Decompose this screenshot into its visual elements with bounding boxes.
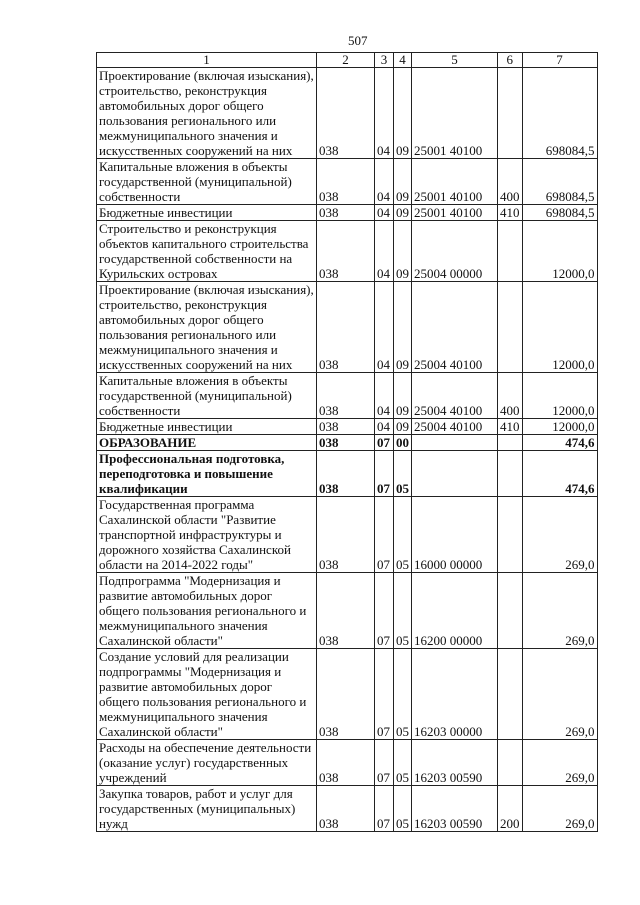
- table-row: [97, 159, 598, 205]
- row-subsection-cell: 05: [394, 573, 412, 649]
- row-code-cell: 038: [317, 373, 375, 419]
- row-code-cell: 038: [317, 282, 375, 373]
- row-amount-cell: 269,0: [522, 649, 597, 740]
- row-section-cell: 07: [375, 740, 394, 786]
- row-amount-cell: 698084,5: [522, 159, 597, 205]
- table-row: [97, 221, 598, 282]
- row-name-cell: Государственная программа Сахалинской области "Развитие транспортной инфраструктуры и дорожного хозяйства Сахалинской области на 2014-2022 годы": [97, 497, 317, 573]
- column-header: 3: [375, 53, 394, 68]
- row-code-cell: 038: [317, 159, 375, 205]
- row-subsection-cell: 09: [394, 205, 412, 221]
- row-name-cell: Капитальные вложения в объекты государственной (муниципальной) собственности: [97, 159, 317, 205]
- table-row: [97, 573, 598, 649]
- row-type-cell: 200: [498, 786, 523, 832]
- row-name-cell: Профессиональная подготовка, переподготовка и повышение квалификации: [97, 451, 317, 497]
- table-row: [97, 373, 598, 419]
- row-type-cell: [498, 573, 523, 649]
- row-subsection-cell: 09: [394, 159, 412, 205]
- table-row: [97, 205, 598, 221]
- row-amount-cell: 269,0: [522, 497, 597, 573]
- row-section-cell: 04: [375, 205, 394, 221]
- row-target-cell: 25001 40100: [412, 68, 498, 159]
- row-name-cell: Расходы на обеспечение деятельности (оказание услуг) государственных учреждений: [97, 740, 317, 786]
- row-type-cell: [498, 649, 523, 740]
- row-subsection-cell: 05: [394, 497, 412, 573]
- row-section-cell: 07: [375, 786, 394, 832]
- row-code-cell: 038: [317, 419, 375, 435]
- page-number: 507: [348, 33, 368, 48]
- row-code-cell: 038: [317, 649, 375, 740]
- row-code-cell: 038: [317, 786, 375, 832]
- row-section-cell: 04: [375, 221, 394, 282]
- row-target-cell: 25004 40100: [412, 282, 498, 373]
- row-type-cell: [498, 435, 523, 451]
- row-section-cell: 04: [375, 68, 394, 159]
- row-amount-cell: 269,0: [522, 573, 597, 649]
- row-type-cell: [498, 221, 523, 282]
- row-target-cell: [412, 451, 498, 497]
- row-section-cell: 04: [375, 373, 394, 419]
- table-row: [97, 282, 598, 373]
- row-subsection-cell: 09: [394, 373, 412, 419]
- row-type-cell: 410: [498, 205, 523, 221]
- row-target-cell: 16203 00590: [412, 740, 498, 786]
- row-subsection-cell: 05: [394, 740, 412, 786]
- row-name-cell: Создание условий для реализации подпрограммы "Модернизация и развитие автомобильных дорог общего пользования регионального и межмуниципального значения Сахалинской области": [97, 649, 317, 740]
- row-code-cell: 038: [317, 221, 375, 282]
- row-code-cell: 038: [317, 497, 375, 573]
- row-type-cell: [498, 282, 523, 373]
- row-subsection-cell: 09: [394, 221, 412, 282]
- row-name-cell: Капитальные вложения в объекты государственной (муниципальной) собственности: [97, 373, 317, 419]
- table-row: [97, 435, 598, 451]
- row-amount-cell: 474,6: [522, 451, 597, 497]
- row-name-cell: Строительство и реконструкция объектов капитального строительства государственной собственности на Курильских островах: [97, 221, 317, 282]
- row-type-cell: [498, 68, 523, 159]
- row-code-cell: 038: [317, 205, 375, 221]
- column-header: 5: [412, 53, 498, 68]
- row-type-cell: [498, 497, 523, 573]
- row-section-cell: 07: [375, 451, 394, 497]
- row-name-cell: Закупка товаров, работ и услуг для государственных (муниципальных) нужд: [97, 786, 317, 832]
- row-subsection-cell: 09: [394, 282, 412, 373]
- column-header: 1: [97, 53, 317, 68]
- column-header: 4: [394, 53, 412, 68]
- row-amount-cell: 698084,5: [522, 205, 597, 221]
- row-code-cell: 038: [317, 740, 375, 786]
- row-type-cell: [498, 740, 523, 786]
- row-name-cell: Проектирование (включая изыскания), строительство, реконструкция автомобильных дорог общего пользования регионального или межмуниципального значения и искусственных сооружений на них: [97, 282, 317, 373]
- row-type-cell: 410: [498, 419, 523, 435]
- row-subsection-cell: 05: [394, 451, 412, 497]
- row-amount-cell: 12000,0: [522, 419, 597, 435]
- budget-table: [96, 52, 598, 832]
- column-header: 7: [522, 53, 597, 68]
- table-row: [97, 497, 598, 573]
- table-row: [97, 649, 598, 740]
- row-amount-cell: 269,0: [522, 740, 597, 786]
- row-name-cell: Бюджетные инвестиции: [97, 205, 317, 221]
- row-subsection-cell: 05: [394, 649, 412, 740]
- row-target-cell: [412, 435, 498, 451]
- row-subsection-cell: 09: [394, 419, 412, 435]
- row-target-cell: 16203 00000: [412, 649, 498, 740]
- table-row: [97, 740, 598, 786]
- row-name-cell: Бюджетные инвестиции: [97, 419, 317, 435]
- row-target-cell: 25001 40100: [412, 205, 498, 221]
- row-section-cell: 07: [375, 435, 394, 451]
- row-section-cell: 04: [375, 159, 394, 205]
- row-target-cell: 16000 00000: [412, 497, 498, 573]
- row-code-cell: 038: [317, 435, 375, 451]
- row-amount-cell: 474,6: [522, 435, 597, 451]
- row-name-cell: Подпрограмма "Модернизация и развитие автомобильных дорог общего пользования регионального и межмуниципального значения Сахалинской области": [97, 573, 317, 649]
- row-subsection-cell: 09: [394, 68, 412, 159]
- row-name-cell: ОБРАЗОВАНИЕ: [97, 435, 317, 451]
- table-row: [97, 68, 598, 159]
- row-target-cell: 25001 40100: [412, 159, 498, 205]
- row-section-cell: 07: [375, 573, 394, 649]
- row-type-cell: 400: [498, 159, 523, 205]
- row-code-cell: 038: [317, 573, 375, 649]
- column-header: 2: [317, 53, 375, 68]
- table-row: [97, 419, 598, 435]
- table-body: [97, 53, 598, 832]
- row-type-cell: 400: [498, 373, 523, 419]
- row-section-cell: 04: [375, 419, 394, 435]
- row-section-cell: 07: [375, 649, 394, 740]
- row-amount-cell: 698084,5: [522, 68, 597, 159]
- row-target-cell: 25004 40100: [412, 373, 498, 419]
- row-type-cell: [498, 451, 523, 497]
- row-target-cell: 16203 00590: [412, 786, 498, 832]
- table-header-row: [97, 53, 598, 68]
- row-amount-cell: 12000,0: [522, 282, 597, 373]
- row-subsection-cell: 05: [394, 786, 412, 832]
- row-name-cell: Проектирование (включая изыскания), строительство, реконструкция автомобильных дорог общего пользования регионального или межмуниципального значения и искусственных сооружений на них: [97, 68, 317, 159]
- row-subsection-cell: 00: [394, 435, 412, 451]
- row-amount-cell: 12000,0: [522, 221, 597, 282]
- table-row: [97, 451, 598, 497]
- row-amount-cell: 269,0: [522, 786, 597, 832]
- row-target-cell: 16200 00000: [412, 573, 498, 649]
- column-header: 6: [498, 53, 523, 68]
- table-row: [97, 786, 598, 832]
- row-code-cell: 038: [317, 68, 375, 159]
- row-section-cell: 07: [375, 497, 394, 573]
- row-section-cell: 04: [375, 282, 394, 373]
- row-target-cell: 25004 40100: [412, 419, 498, 435]
- row-amount-cell: 12000,0: [522, 373, 597, 419]
- row-code-cell: 038: [317, 451, 375, 497]
- row-target-cell: 25004 00000: [412, 221, 498, 282]
